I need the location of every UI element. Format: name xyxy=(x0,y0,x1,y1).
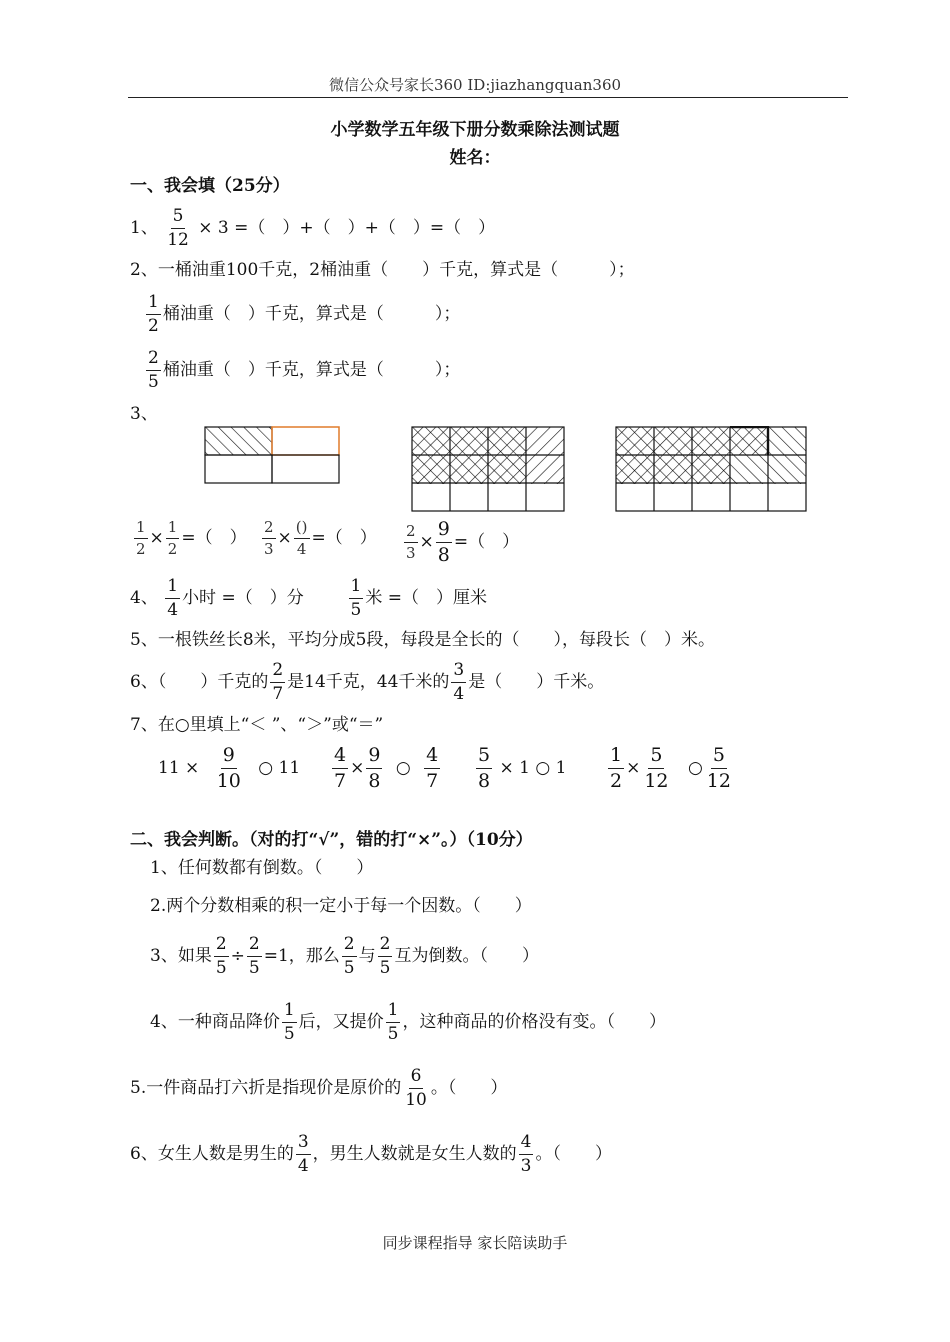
q3e2-a-den: 3 xyxy=(264,540,274,558)
s2-q3 xyxy=(150,936,539,977)
q6-f1-num: 2 xyxy=(270,662,285,683)
q7c2-frac-b xyxy=(366,746,382,791)
q7c4-frac-a xyxy=(608,746,624,791)
q4-frac-2 xyxy=(349,578,364,619)
s2q3-frac-b xyxy=(247,936,262,977)
q4-part2-text: 米 =（ ）厘米 xyxy=(365,588,488,608)
q7c4-frac-c xyxy=(705,746,733,791)
q3e2-rest: =（ ） xyxy=(311,528,377,548)
q1-numerator: 5 xyxy=(171,208,186,229)
s2q4-frac-b xyxy=(386,1002,401,1043)
q3e3-a-den: 3 xyxy=(406,544,416,562)
q7-comparison-1 xyxy=(158,746,300,791)
q6-f2-den: 4 xyxy=(453,684,465,704)
q3e1-a-den: 2 xyxy=(136,540,146,558)
q3-expression-1 xyxy=(132,520,247,557)
s2q3-a-num: 2 xyxy=(214,936,229,957)
q3e2-a-num: 2 xyxy=(262,520,276,539)
s2q4-frac-a xyxy=(282,1002,297,1043)
q7c1-circle[interactable]: ○ xyxy=(258,758,274,778)
s2q3-c-num: 2 xyxy=(342,936,357,957)
q2-line3-denominator: 5 xyxy=(148,372,159,392)
q1-rest: × 3 =（ ）+（ ）+（ ）=（ ） xyxy=(198,218,496,238)
q2-line2-fraction xyxy=(146,294,161,335)
q3e2-frac-a xyxy=(262,520,276,557)
q3-label: 3、 xyxy=(130,404,158,424)
q6-f2-num: 3 xyxy=(451,662,466,683)
q3e3-b-den: 8 xyxy=(437,544,450,566)
q7c4-b-num: 5 xyxy=(648,746,664,769)
s2q3-frac-a xyxy=(214,936,229,977)
q3-expression-3 xyxy=(402,520,519,565)
s2q4-b-den: 5 xyxy=(387,1024,399,1044)
q2-line2-denominator: 2 xyxy=(148,316,159,336)
q3e3-frac-b xyxy=(436,520,452,565)
s2q6-frac-a xyxy=(296,1134,311,1175)
q7c1-num: 9 xyxy=(221,746,237,769)
s2q4-a-num: 1 xyxy=(282,1002,297,1023)
q6-mid: 是14千克，44千米的 xyxy=(287,672,450,692)
q4-f1-den: 4 xyxy=(167,600,179,620)
q6-f1-den: 7 xyxy=(272,684,284,704)
grid1-highlight-cell xyxy=(272,427,339,455)
q2-line2 xyxy=(144,294,460,335)
s2q5-num: 6 xyxy=(409,1068,424,1089)
q3e2-b-den: 4 xyxy=(296,540,307,558)
q2-line2-text: 桶油重（ ）千克，算式是（ ）； xyxy=(162,304,461,324)
q6-frac-1 xyxy=(270,662,285,703)
s2-q4 xyxy=(150,1002,666,1043)
page-title: 小学数学五年级下册分数乘除法测试题 xyxy=(330,120,620,140)
section1-heading: 一、我会填（25分） xyxy=(130,176,290,196)
s2q3-a-den: 5 xyxy=(215,958,227,978)
q1-fraction xyxy=(165,208,191,249)
q7c3-frac xyxy=(476,746,492,791)
q3e1-op: × xyxy=(149,528,164,548)
q4-frac-1 xyxy=(165,578,180,619)
q7-instruction: 7、在○里填上“＜ ”、“＞”或“＝” xyxy=(130,715,384,735)
s2q3-after: 互为倒数。（ ） xyxy=(394,946,539,966)
s2q6-a-num: 3 xyxy=(296,1134,311,1155)
s2q6-a-den: 4 xyxy=(297,1156,309,1176)
q7c4-b-den: 12 xyxy=(644,770,669,792)
grid-figure-1 xyxy=(204,426,342,486)
q7c2-b-den: 8 xyxy=(368,770,381,792)
q3-expression-2 xyxy=(260,520,377,557)
name-label: 姓名： xyxy=(449,148,501,168)
s2q5-after: 。（ ） xyxy=(430,1078,508,1098)
q7c3-num: 5 xyxy=(476,746,492,769)
q7-comparison-3 xyxy=(474,746,566,791)
header-rule xyxy=(128,97,848,98)
s2-q2: 2.两个分数相乘的积一定小于每一个因数。（ ） xyxy=(150,896,532,916)
q3e2-b-num: () xyxy=(294,520,310,539)
s2q3-b-den: 5 xyxy=(248,958,260,978)
s2q3-d-den: 5 xyxy=(379,958,391,978)
s2q5-den: 10 xyxy=(405,1090,427,1110)
section2-heading: 二、我会判断。（对的打“√”，错的打“×”。）（10分） xyxy=(130,830,533,850)
s2q3-c-den: 5 xyxy=(343,958,355,978)
q7c3-den: 8 xyxy=(478,770,491,792)
q3e2-frac-b xyxy=(294,520,310,557)
q4-prefix: 4、 xyxy=(130,588,158,608)
s2q4-mid: 后，又提价 xyxy=(298,1012,384,1032)
s2q3-d-num: 2 xyxy=(378,936,393,957)
s2-q5 xyxy=(130,1068,507,1109)
grid-figure-2 xyxy=(411,426,567,514)
s2q4-a-den: 5 xyxy=(283,1024,295,1044)
q4-f2-den: 5 xyxy=(350,600,362,620)
q7c1-lhs: 11 × xyxy=(158,758,200,778)
s2q3-b-num: 2 xyxy=(247,936,262,957)
q5-line: 5、一根铁丝长8米，平均分成5段，每段是全长的（ ），每段长（ ）米。 xyxy=(130,630,715,650)
grid1-bottom-right-cell xyxy=(272,455,339,483)
q7c4-op: × xyxy=(626,758,641,778)
q7c1-frac xyxy=(215,746,243,791)
q7c2-a-num: 4 xyxy=(332,746,348,769)
s2q5-frac xyxy=(403,1068,429,1109)
q3e3-op: × xyxy=(419,532,434,552)
q3e3-rest: =（ ） xyxy=(453,532,520,552)
q2-line3-text: 桶油重（ ）千克，算式是（ ）； xyxy=(162,360,461,380)
page-header: 微信公众号家长360 ID:jiazhangquan360 xyxy=(328,76,622,94)
q3e1-frac-b xyxy=(166,520,180,557)
q7c4-c-num: 5 xyxy=(711,746,727,769)
grid1-bottom-left-cell xyxy=(205,455,272,483)
q7c1-den: 10 xyxy=(216,770,241,792)
q2-line3-numerator: 2 xyxy=(146,350,161,371)
q7c1-rhs: 11 xyxy=(278,758,301,778)
s2q3-yu: 与 xyxy=(358,946,376,966)
q4-f1-num: 1 xyxy=(165,578,180,599)
q2-line2-numerator: 1 xyxy=(146,294,161,315)
s2q6-pre: 6、女生人数是男生的 xyxy=(130,1144,294,1164)
s2q3-op: ÷ xyxy=(230,946,245,966)
s2q3-pre: 3、如果 xyxy=(150,946,212,966)
s2q6-b-num: 4 xyxy=(519,1134,534,1155)
q6-frac-2 xyxy=(451,662,466,703)
q3e2-op: × xyxy=(277,528,292,548)
q1-prefix: 1、 xyxy=(130,218,158,238)
q4-f2-num: 1 xyxy=(349,578,364,599)
q4-line xyxy=(130,578,487,619)
q1-denominator: 12 xyxy=(167,230,189,250)
q7c2-c-den: 7 xyxy=(426,770,439,792)
q7c4-frac-b xyxy=(642,746,670,791)
s2q4-pre: 4、一种商品降价 xyxy=(150,1012,280,1032)
q1-line xyxy=(130,208,495,249)
q3e3-frac-a xyxy=(404,524,418,561)
s2q6-mid: ，男生人数就是女生人数的 xyxy=(312,1144,517,1164)
q2-line3 xyxy=(144,350,460,391)
q3e1-b-den: 2 xyxy=(167,540,178,558)
q6-after: 是（ ）千米。 xyxy=(468,672,605,692)
q7-comparison-4 xyxy=(606,746,735,791)
q7c4-a-den: 2 xyxy=(610,770,623,792)
q7c2-op: × xyxy=(350,758,365,778)
q3e3-b-num: 9 xyxy=(436,520,452,543)
q7-comparison-2 xyxy=(330,746,442,791)
q4-part1-text: 小时 =（ ）分 xyxy=(182,588,304,608)
s2-q1: 1、任何数都有倒数。（ ） xyxy=(150,858,374,878)
q7c2-frac-a xyxy=(332,746,348,791)
q6-line xyxy=(130,662,604,703)
q7c2-c-num: 4 xyxy=(424,746,440,769)
q6-before: 6、（ ）千克的 xyxy=(130,672,269,692)
q7c4-circle[interactable]: ○ xyxy=(687,758,703,778)
q3e1-frac-a xyxy=(134,520,148,557)
s2q5-pre: 5.一件商品打六折是指现价是原价的 xyxy=(130,1078,402,1098)
q7c2-a-den: 7 xyxy=(334,770,347,792)
s2q3-frac-c xyxy=(342,936,357,977)
q7c4-a-num: 1 xyxy=(608,746,624,769)
q3e3-a-num: 2 xyxy=(404,524,418,543)
q3e1-rest: =（ ） xyxy=(181,528,247,548)
s2q6-after: 。（ ） xyxy=(535,1144,612,1164)
s2q6-b-den: 3 xyxy=(520,1156,532,1176)
grid1-shaded-cell xyxy=(205,427,272,455)
q7c4-c-den: 12 xyxy=(706,770,731,792)
grid-figure-3 xyxy=(615,426,809,514)
s2q3-frac-d xyxy=(378,936,393,977)
q2-line1: 2、一桶油重100千克，2桶油重（ ）千克，算式是（ ）； xyxy=(130,260,635,280)
s2q4-after: ，这种商品的价格没有变。（ ） xyxy=(402,1012,666,1032)
q7c2-frac-c xyxy=(424,746,440,791)
q3e1-b-num: 1 xyxy=(166,520,180,539)
q7c2-b-num: 9 xyxy=(366,746,382,769)
q7c3-tail[interactable]: × 1 ○ 1 xyxy=(499,758,567,778)
q3e1-a-num: 1 xyxy=(134,520,148,539)
s2-q6 xyxy=(130,1134,612,1175)
q2-line3-fraction xyxy=(146,350,161,391)
q7c2-circle[interactable]: ○ xyxy=(395,758,411,778)
s2q4-b-num: 1 xyxy=(386,1002,401,1023)
s2q6-frac-b xyxy=(519,1134,534,1175)
page-footer: 同步课程指导 家长陪读助手 xyxy=(382,1234,568,1252)
s2q3-mid: =1，那么 xyxy=(263,946,340,966)
